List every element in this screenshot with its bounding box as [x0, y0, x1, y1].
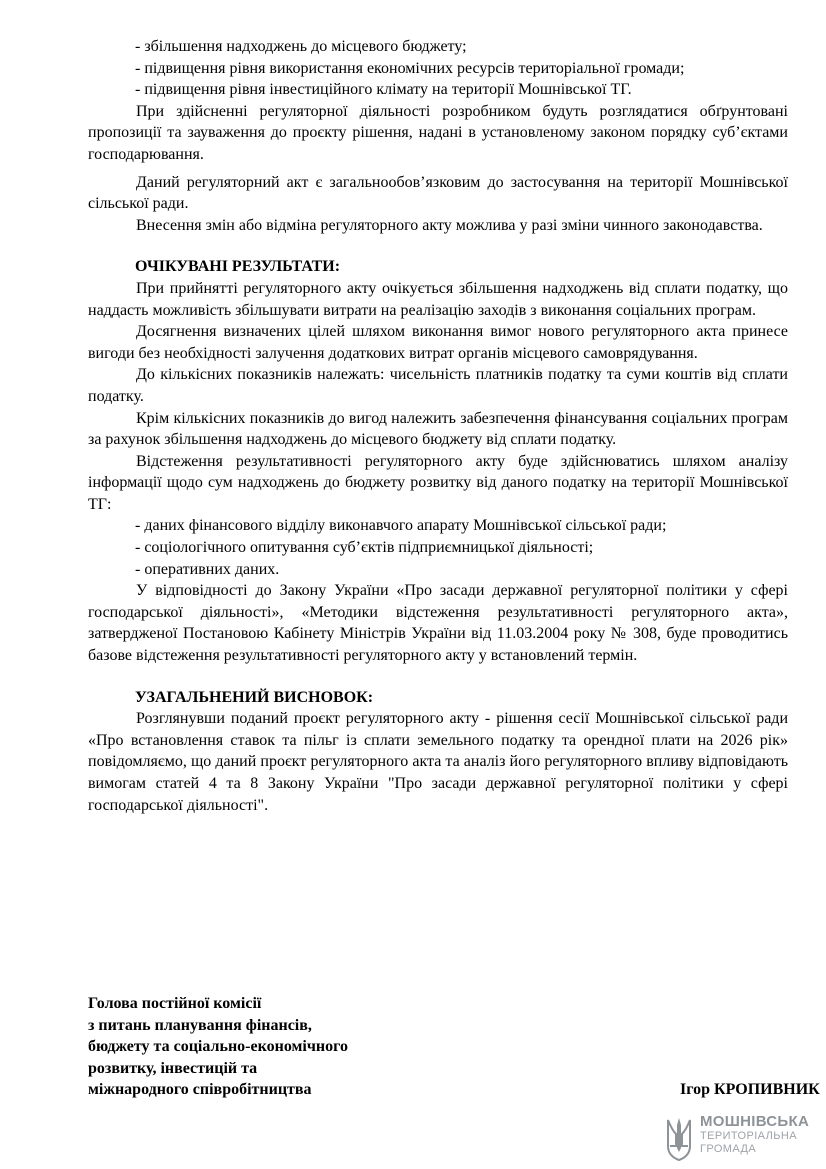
list-item: - даних фінансового відділу виконавчого апарату Мошнівської сільської ради;: [135, 517, 667, 535]
paragraph: До кількісних показників належать: чисельність платників податку та суми коштів від сплати податку.: [88, 366, 788, 405]
signatory-title-line: бюджету та соціально-економічного: [88, 1038, 348, 1055]
list-item: - збільшення надходжень до місцевого бюджету;: [135, 38, 467, 55]
paragraph: Розглянувши поданий проєкт регуляторного акту - рішення сесії Мошнівської сільської ради «Про встановлення ставок та пільг із сплати земельного податку та орендної плати на 2026 рік» повідомляємо, що даний проєкт регуляторного акта та аналіз його регуляторного впливу відповідають вимогам статей 4 та 8 Закону України "Про засади державної регуляторної політики у сфері господарської діяльності".: [88, 710, 788, 814]
list-item: - соціологічного опитування суб’єктів підприємницької діяльності;: [135, 539, 594, 557]
list-item: - підвищення рівня інвестиційного клімату на території Мошнівської ТГ.: [135, 81, 632, 99]
signatory-name: Ігор КРОПИВНИК: [680, 1081, 820, 1098]
signatory-title-line: з питань планування фінансів,: [88, 1016, 312, 1034]
list-item: - оперативних даних.: [135, 560, 280, 578]
paragraph: Досягнення визначених цілей шляхом виконання вимог нового регуляторного акта принесе вигоди без необхідності залучення додаткових витрат органів місцевого самоврядування.: [88, 323, 788, 362]
paragraph: Крім кількісних показників до вигод належить забезпечення фінансування соціальних програм за рахунок збільшення надходжень до місцевого бюджету від сплати податку.: [88, 409, 788, 449]
list-item: - підвищення рівня використання економічних ресурсів територіальної громади;: [135, 59, 685, 77]
section-heading: УЗАГАЛЬНЕНИЙ ВИСНОВОК:: [135, 688, 374, 706]
logo-text-line: ТЕРИТОРІАЛЬНА: [700, 1130, 797, 1142]
paragraph: При прийнятті регуляторного акту очікується збільшення надходжень від сплати податку, що наддасть можливість збільшувати витрати на реалізацію заходів з виконання соціальних програм.: [88, 279, 788, 319]
signature-block: [88, 993, 820, 1101]
signatory-title-line: розвитку, інвестицій та: [88, 1059, 258, 1077]
paragraph: У відповідності до Закону України «Про засади державної регуляторної політики у сфері господарської діяльності», «Методики відстеження результативності регуляторного акта», затвердженої Постановою Кабінету Міністрів України від 11.03.2004 року № 308, буде проводитись базове відстеження результативності регуляторного акту у встановлений термін.: [88, 582, 788, 665]
paragraph: Даний регуляторний акт є загальнообов’язковим до застосування на території Мошнівської сільської ради.: [88, 173, 788, 213]
paragraph: Внесення змін або відміна регуляторного акту можлива у разі зміни чинного законодавства.: [136, 216, 763, 234]
signatory-title-line: міжнародного співробітництва: [88, 1081, 312, 1098]
trident-icon: [664, 1116, 694, 1162]
document-body: [88, 36, 788, 816]
paragraph: При здійсненні регуляторної діяльності розробником будуть розглядатися обґрунтовані пропозиції та зауваження до проєкту рішення, надані в установленому законом порядку суб’єктами господарювання.: [88, 102, 788, 163]
signatory-title-line: Голова постійної комісії: [88, 995, 262, 1012]
paragraph: Відстеження результативності регуляторного акту буде здійснюватись шляхом аналізу інформації щодо сум надходжень до бюджету розвитку від даного податку на території Мошнівської ТГ:: [88, 452, 788, 513]
logo-text-line: ГРОМАДА: [700, 1143, 757, 1155]
community-logo: [664, 1114, 814, 1166]
section-heading: ОЧІКУВАНІ РЕЗУЛЬТАТИ:: [135, 258, 341, 276]
logo-text-line: МОШНІВСЬКА: [700, 1113, 810, 1130]
